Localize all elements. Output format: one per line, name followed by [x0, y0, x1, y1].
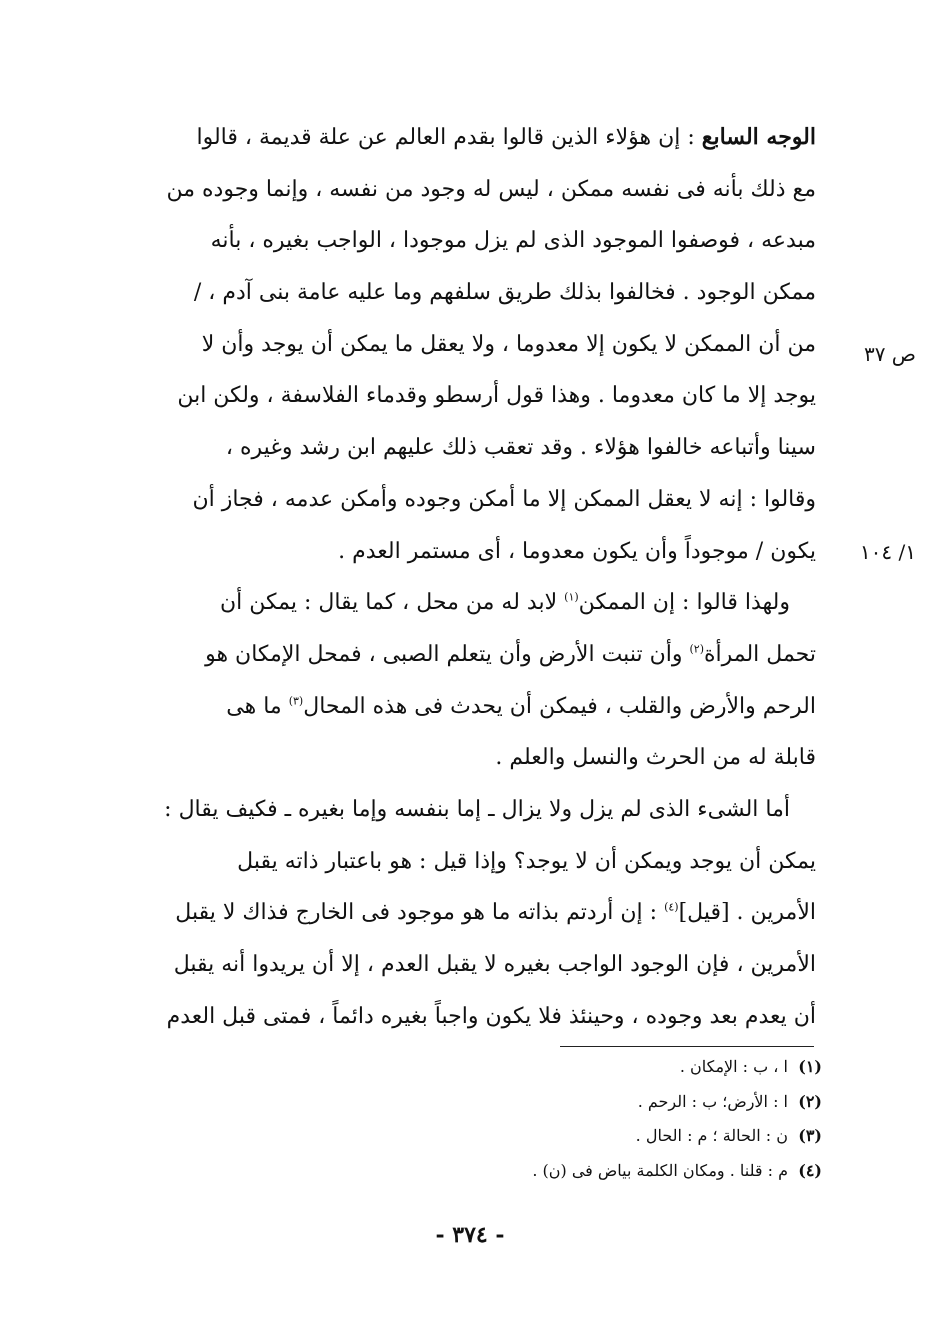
footnote-number: (٣): [798, 1126, 822, 1145]
footnote-number: (٢): [798, 1091, 822, 1111]
footnote: [122, 1050, 822, 1085]
main-text: [100, 112, 816, 1042]
text-line: الأمرين . [قيل]$^{(٤)}$ : إن أردتم بذاته ما هو موجود فى الخارج فذاك لا يقبل: [175, 900, 816, 926]
footnote: [122, 1085, 822, 1120]
footnote: [122, 1154, 822, 1189]
footnote-ref: (١): [564, 590, 579, 604]
margin-page-reference: ١/ ١٠٤: [859, 540, 916, 564]
footnote-ref: (٤): [664, 900, 679, 914]
footnote: [122, 1119, 822, 1154]
page-number: - ٣٧٤ -: [435, 1222, 505, 1248]
text-line: أما الشىء الذى لم يزل ولا يزال ـ إما بنفسه وإما بغيره ـ فكيف يقال :: [164, 796, 790, 822]
text-line: سينا وأتباعه خالفوا هؤلاء . وقد تعقب ذلك عليهم ابن رشد وغيره ،: [225, 435, 816, 461]
text-line: يمكن أن يوجد ويمكن أن لا يوجد؟ وإذا قيل : هو باعتبار ذاته يقبل: [237, 848, 816, 874]
text-line: يكون / موجوداً وأن يكون معدوما ، أى مستمر العدم .: [338, 538, 816, 564]
footnote-ref: (٣): [288, 694, 304, 708]
footnote-text: ن : الحالة ؛ م : الحال .: [635, 1126, 788, 1145]
text-line: تحمل المرأة$^{(٢)}$ وأن تنبت الأرض وأن يتعلم الصبى ، فمحل الإمكان هو: [205, 641, 816, 667]
text-line: قابلة له من الحرث والنسل والعلم .: [495, 745, 816, 771]
text-line: من أن الممكن لا يكون إلا معدوما ، ولا يعقل ما يمكن أن يوجد وأن لا: [201, 331, 816, 357]
text-line: مع ذلك بأنه فى نفسه ممكن ، ليس له وجود من نفسه ، وإنما وجوده من: [166, 176, 816, 202]
text-line: يوجد إلا ما كان معدوما . وهذا قول أرسطو وقدماء الفلاسفة ، ولكن ابن: [177, 383, 816, 409]
footnote-ref: (٢): [689, 642, 704, 656]
footnote-divider: [560, 1046, 814, 1047]
footnote-text: م : قلنا . ومكان الكلمة بياض فى (ن) .: [532, 1160, 788, 1180]
footnote-text: ا ، ب : الإمكان .: [679, 1057, 788, 1076]
text-line: وقالوا : إنه لا يعقل الممكن إلا ما أمكن وجوده وأمكن عدمه ، فجاز أن: [192, 486, 816, 512]
text-line: الرحم والأرض والقلب ، فيمكن أن يحدث فى هذه المحال$^{(٣)}$ ما هى: [226, 693, 816, 719]
footnote-number: (٤): [798, 1160, 822, 1180]
footnote-number: (١): [798, 1057, 822, 1076]
text-line: الأمرين ، فإن الوجود الواجب بغيره لا يقبل العدم ، إلا أن يريدوا أنه يقبل: [173, 952, 816, 977]
text-line: أن يعدم بعد وجوده ، وحينئذ فلا يكون واجباً بغيره دائماً ، فمتى قبل العدم: [166, 1003, 816, 1029]
footnotes: [122, 1050, 822, 1188]
text-line: مبدعه ، فوصفوا الموجود الذى لم يزل موجودا ، الواجب بغيره ، بأنه: [210, 228, 816, 254]
footnote-text: ا : الأرض؛ ب : الرحم .: [637, 1091, 788, 1111]
text-line: ممكن الوجود . فخالفوا بذلك طريق سلفهم وما عليه عامة بنى آدم ، /: [193, 280, 816, 306]
section-heading: الوجه السابع: [701, 124, 816, 150]
text-line: الوجه السابع : إن هؤلاء الذين قالوا بقدم العالم عن علة قديمة ، قالوا: [196, 124, 816, 150]
margin-page-reference: ص ٣٧: [863, 342, 916, 366]
text-line: ولهذا قالوا : إن الممكن$^{(١)}$ لابد له من محل ، كما يقال : يمكن أن: [219, 590, 790, 616]
